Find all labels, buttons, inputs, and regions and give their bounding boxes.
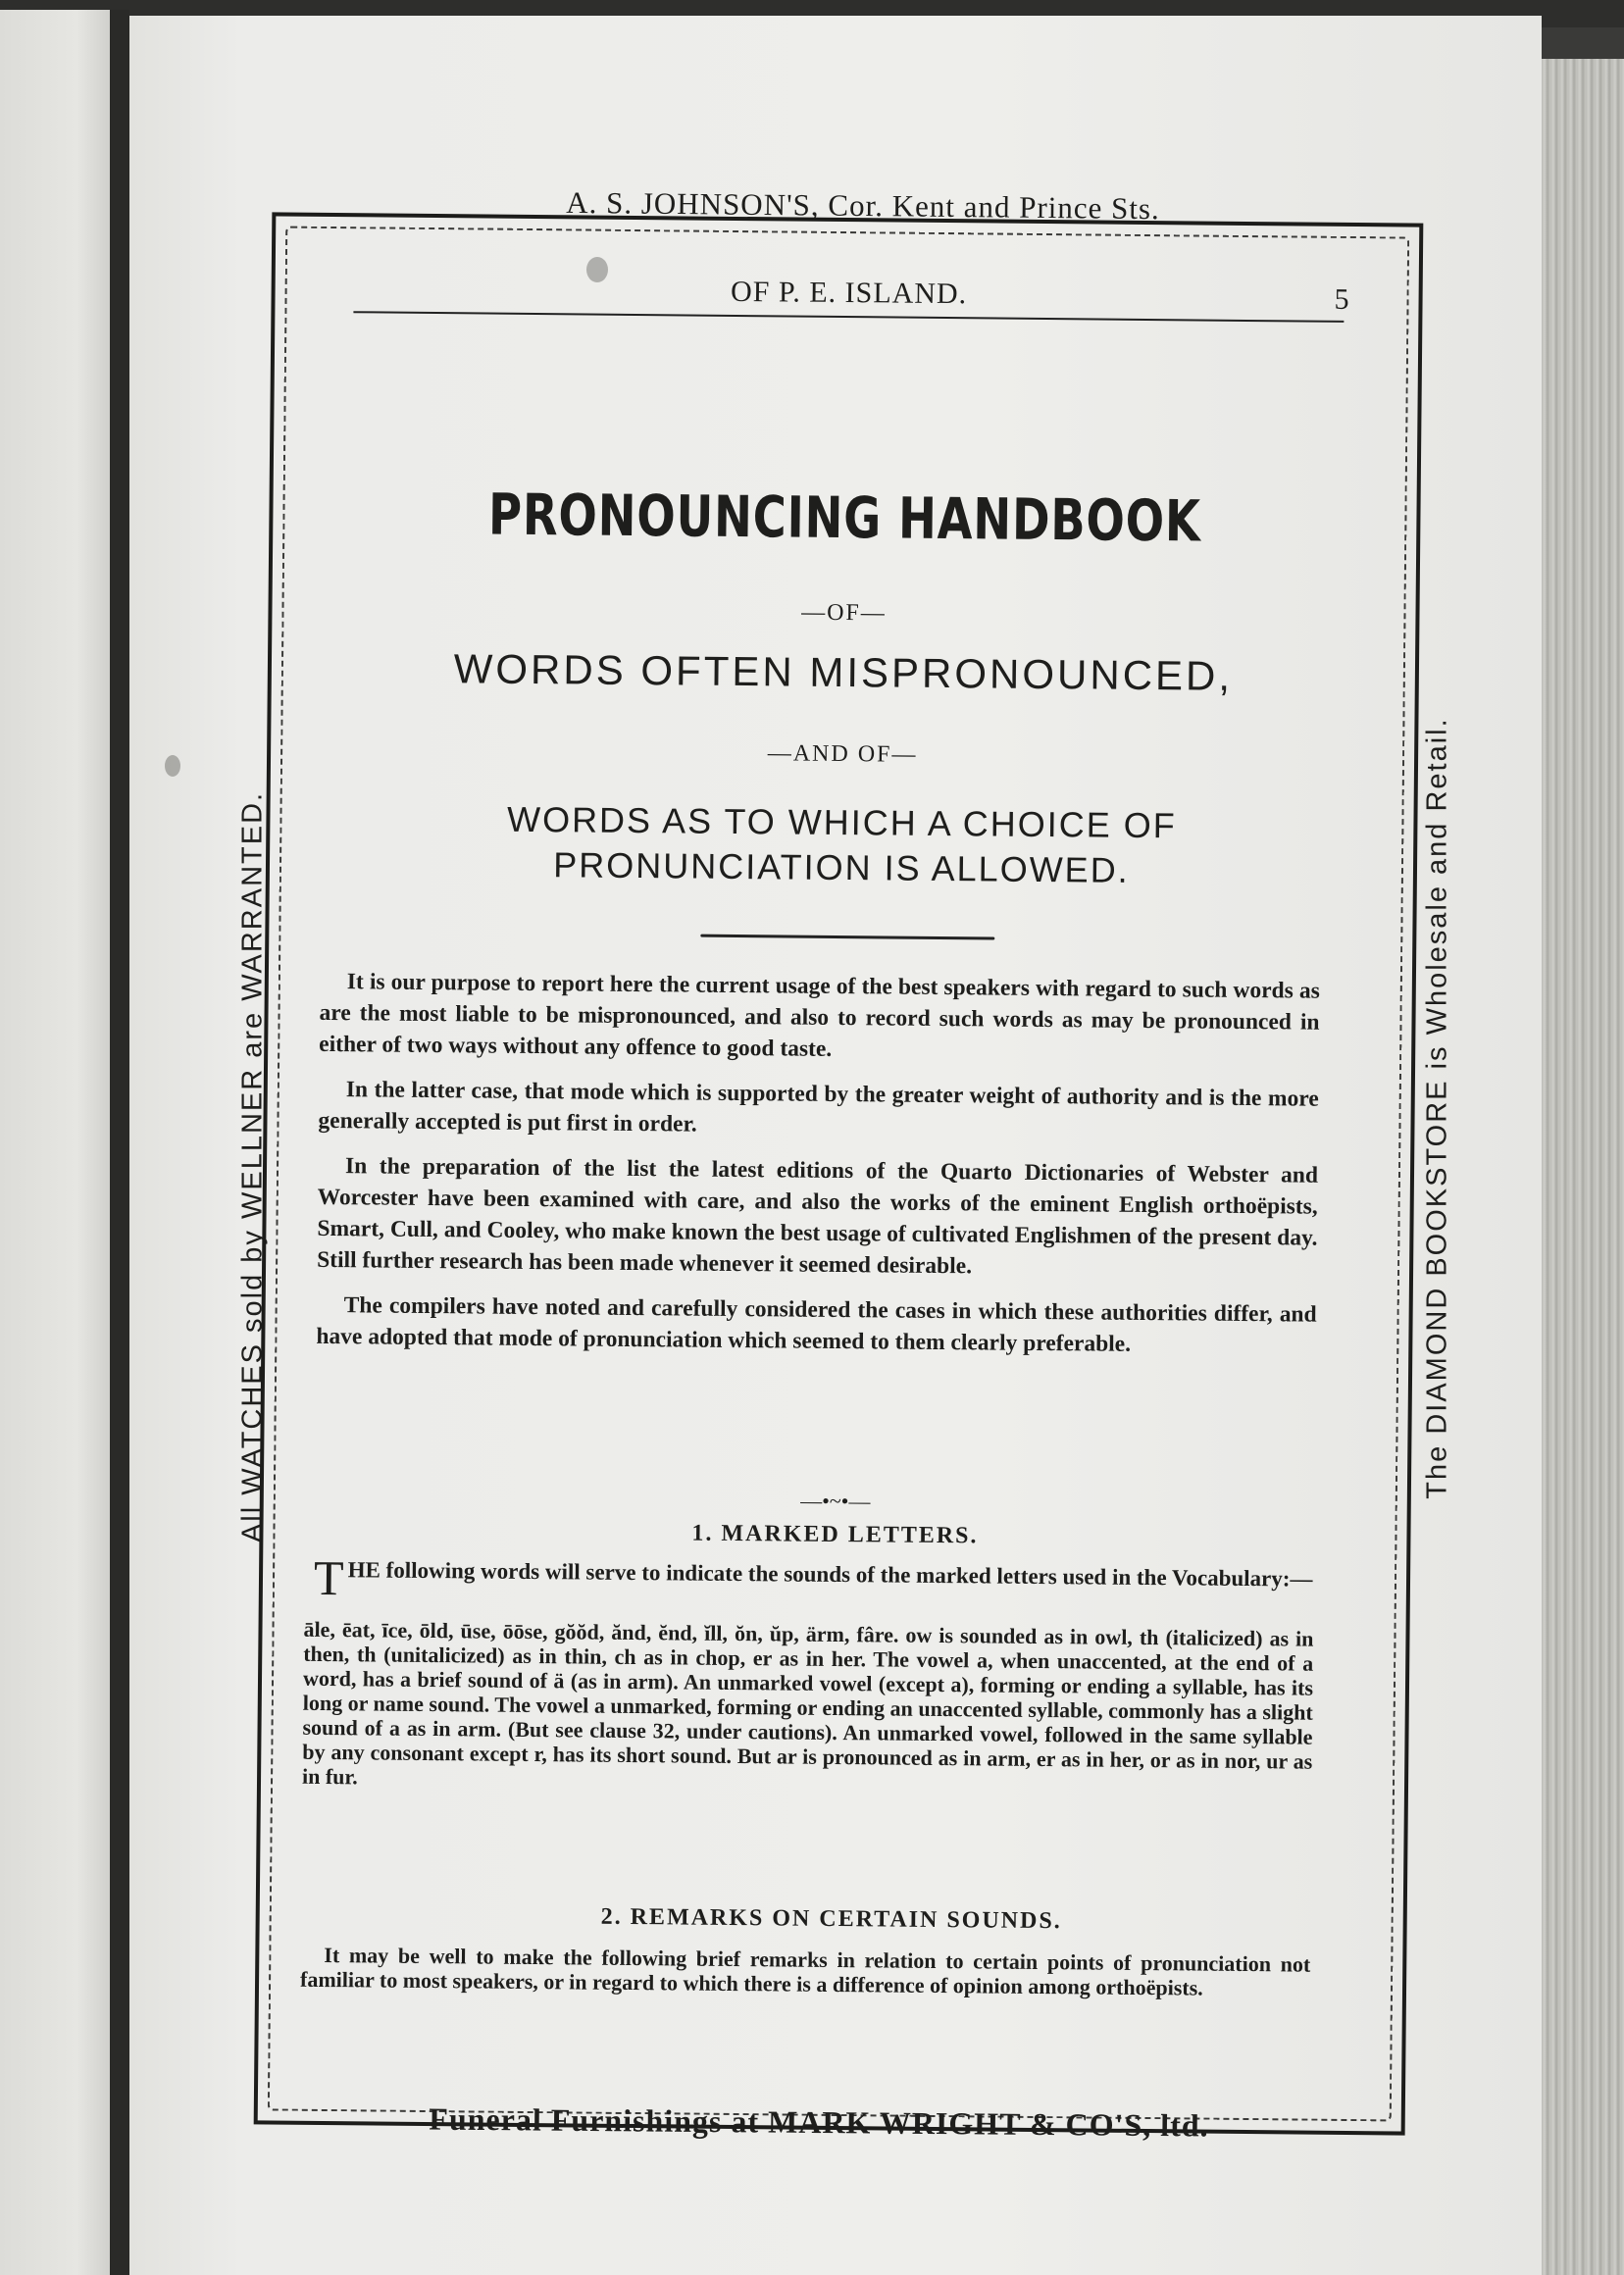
paragraph: In the preparation of the list the latest editions of the Quarto Dictionaries of Webster and Worcester have been examined with care, and also the works of the eminent English orthoëpists, Smart, Cull, and Cooley, who make known the best usage of cultivated Englishmen of the present day. Still further research has been made whenever it seemed desirable. xyxy=(317,1153,1319,1280)
left-margin-advertisement: All WATCHES sold by WELLNER are WARRANTED. xyxy=(236,790,269,1543)
footer-advertisement: Funeral Furnishings at MARK WRIGHT & CO'S, ltd. xyxy=(429,2100,1209,2144)
subtitle-line-2: PRONUNCIATION IS ALLOWED. xyxy=(553,844,1130,890)
page-number: 5 xyxy=(1334,282,1350,316)
book-gutter xyxy=(110,10,129,2275)
intro-paragraphs xyxy=(316,966,1320,1376)
right-margin-advertisement: The DIAMOND BOOKSTORE is Wholesale and Retail. xyxy=(1421,717,1453,1499)
title-rule xyxy=(700,935,994,940)
marked-letters-body: āle, ēat, īce, ōld, ūse, ōōse, gŏŏd, ănd, ĕnd, ĭll, ŏn, ŭp, ärm, fâre. ow is sounded as in owl, th (italicized) as in then, th (unitalicized) as in thin, ch as in chop, er as in her. The vowel a, when unaccented, at the end of a word, has a brief sound of ä (as in arm). An unmarked vowel (except a), forming or ending a syllable, has its long or name sound. The vowel a unmarked, forming or ending an unaccented syllable, commonly has a slight sound of a as in arm. (But see clause 32, under cautions). An unmarked vowel, followed in the same syllable by any consonant except r, has its short sound. But ar is pronounced as in arm, er as in her, or as in nor, ur as in fur. xyxy=(301,1616,1314,1790)
page-frame xyxy=(254,212,1424,2135)
ink-smudge xyxy=(165,755,180,777)
title-connector-and-of: —AND OF— xyxy=(767,740,918,768)
frame-content xyxy=(258,216,1420,2131)
marked-letters-intro xyxy=(313,1549,1314,1609)
drop-cap: T xyxy=(313,1549,344,1606)
paragraph: It is our purpose to report here the current usage of the best speakers with regard to such words as are the most liable to be mispronounced, and also to record such words as may be pronounced in either of two ways without any offence to good taste. xyxy=(319,969,1320,1062)
marked-letters-intro-text: HE following words will serve to indicate the sounds of the marked letters used in the Vocabulary:— xyxy=(347,1557,1313,1592)
ornament-divider: —•~•— xyxy=(800,1488,871,1514)
page-header xyxy=(353,272,1350,323)
running-head-advertisement: A. S. JOHNSON'S, Cor. Kent and Prince Sts. xyxy=(566,184,1160,227)
ink-smudge xyxy=(586,257,608,282)
header-title: OF P. E. ISLAND. xyxy=(730,275,968,311)
subtitle: WORDS OFTEN MISPRONOUNCED, xyxy=(453,645,1234,699)
remarks-body: It may be well to make the following brief remarks in relation to certain points of pronunciation not familiar to most speakers, or in regard to which there is a difference of opinion among orthoëpists. xyxy=(299,1943,1311,2000)
section-heading-remarks: 2. REMARKS ON CERTAIN SOUNDS. xyxy=(600,1903,1062,1935)
title-connector-of: —OF— xyxy=(801,599,887,627)
section-heading-marked-letters: 1. MARKED LETTERS. xyxy=(691,1520,979,1549)
subtitle-line-1: WORDS AS TO WHICH A CHOICE OF xyxy=(506,798,1177,846)
previous-page-leaf xyxy=(0,10,110,2275)
page-edges xyxy=(1542,59,1624,2275)
paragraph: In the latter case, that mode which is supported by the greater weight of authority and is the more generally accepted is put first in order. xyxy=(318,1077,1319,1138)
main-title: PRONOUNCING HANDBOOK xyxy=(487,480,1202,555)
paragraph: The compilers have noted and carefully considered the cases in which these authorities differ, and have adopted that mode of pronunciation which seemed to them clearly preferable. xyxy=(316,1292,1317,1357)
